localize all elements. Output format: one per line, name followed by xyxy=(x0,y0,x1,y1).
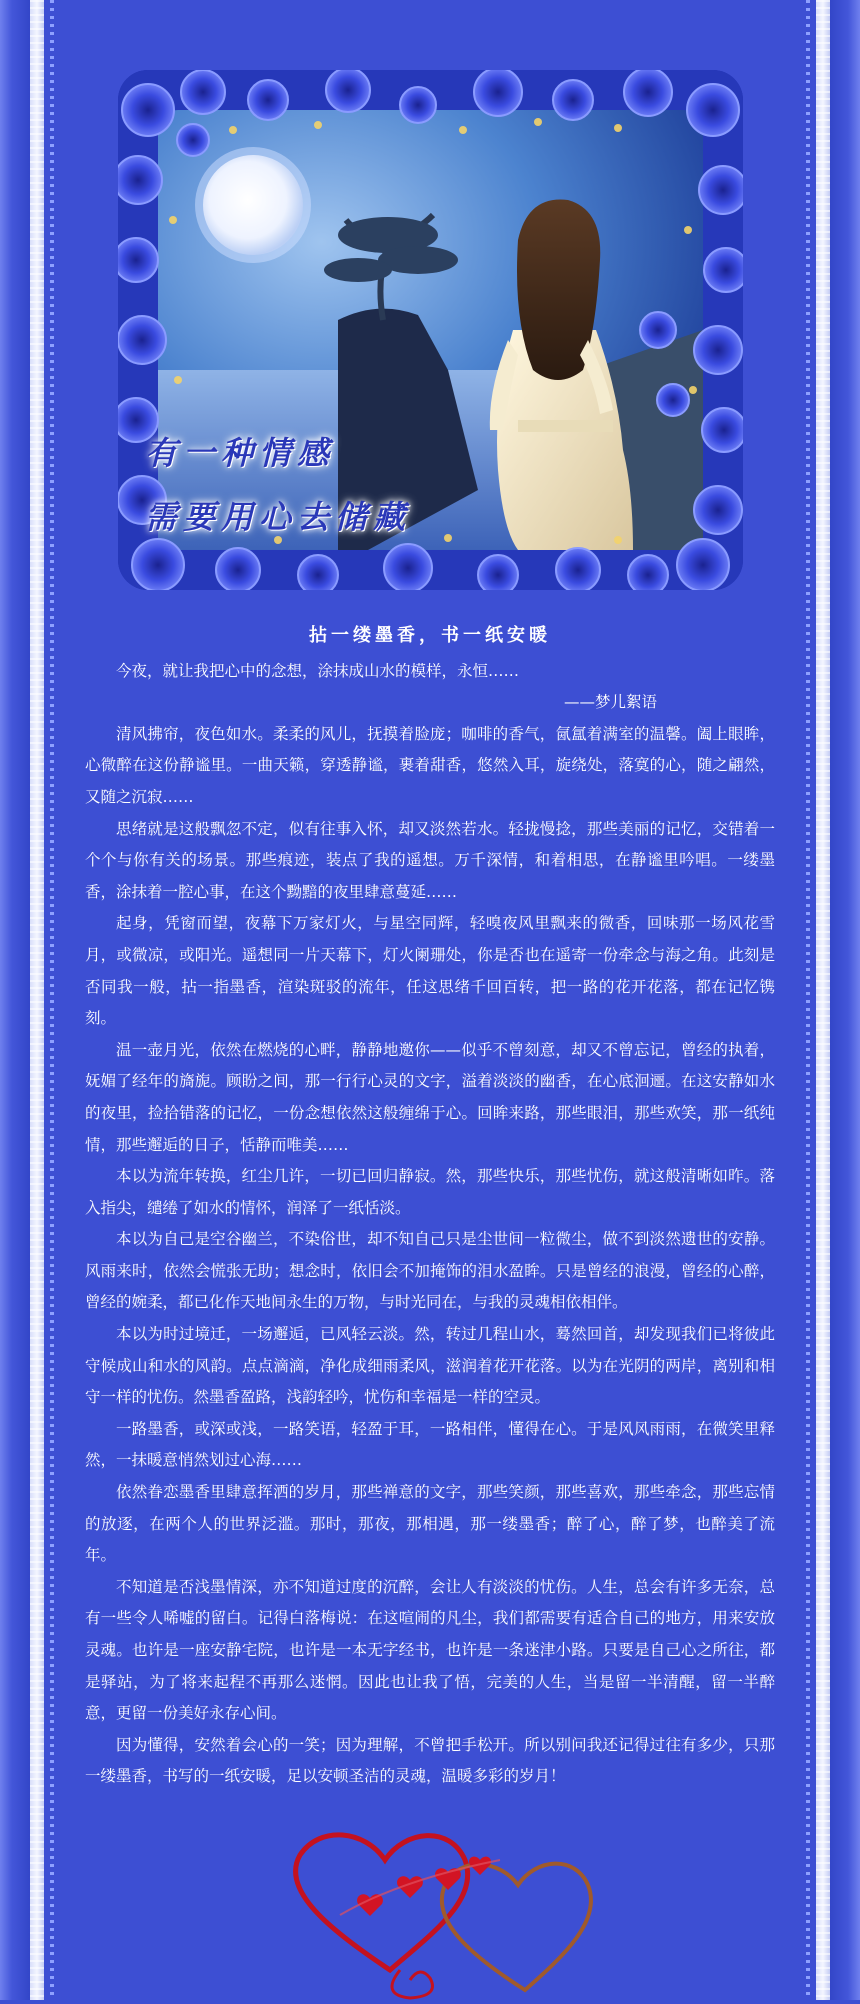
article-paragraph: 温一壶月光，依然在燃烧的心畔，静静地邀你——似乎不曾刻意，却又不曾忘记，曾经的执着，妩媚了经年的旖旎。顾盼之间，那一行行心灵的文字，溢着淡淡的幽香，在心底洄逦。在这安静如水的夜里，捡拾错落的记忆，一份念想依然这般缠绵于心。回眸来路，那些眼泪，那些欢笑，那一纸纯情，那些邂逅的日子，恬静而唯美…… xyxy=(85,1040,775,1154)
banner-caption-line1: 有一种情感 xyxy=(145,434,336,472)
banner-caption-line2: 需要用心去储藏 xyxy=(145,498,412,536)
right-dotted-line xyxy=(806,0,810,2000)
right-decorative-border xyxy=(816,0,830,2000)
article-body xyxy=(85,620,775,1793)
article-paragraph: 本以为自己是空谷幽兰，不染俗世，却不知自己只是尘世间一粒微尘，做不到淡然遗世的安静。风雨来时，依然会慌张无助；想念时，依旧会不加掩饰的泪水盈眸。只是曾经的浪漫，曾经的心醉，曾经的婉柔，都已化作天地间永生的万物，与时光同在，与我的灵魂相依相伴。 xyxy=(85,1230,775,1312)
left-edge-gradient xyxy=(0,0,30,2000)
article-intro: 今夜，就让我把心中的念想，涂抹成山水的模样，永恒…… xyxy=(116,661,520,680)
article-paragraph: 思绪就是这般飘忽不定，似有往事入怀，却又淡然若水。轻拢慢捻，那些美丽的记忆，交错着一个个与你有关的场景。那些痕迹，装点了我的遥想。万千深情，和着相思，在静谧里吟唱。一缕墨香，涂抹着一腔心事，在这个黝黯的夜里肆意蔓延…… xyxy=(85,819,775,901)
article-paragraph: 本以为时过境迁，一场邂逅，已风轻云淡。然，转过几程山水，蓦然回首，却发现我们已将彼此守候成山和水的风韵。点点滴滴，净化成细雨柔风，滋润着花开花落。以为在光阴的两岸，离别和相守一样的忧伤。然墨香盈路，浅韵轻吟，忧伤和幸福是一样的空灵。 xyxy=(85,1325,775,1407)
left-dotted-line xyxy=(50,0,54,2000)
heart-icon xyxy=(270,1820,650,2000)
article-paragraph: 不知道是否浅墨情深，亦不知道过度的沉醉，会让人有淡淡的忧伤。人生，总会有许多无奈，总有一些令人唏嘘的留白。记得白落梅说：在这喧闹的凡尘，我们都需要有适合自己的地方，用来安放灵魂。也许是一座安静宅院，也许是一本无字经书，也许是一条迷津小路。只要是自己心之所往，都是驿站，为了将来起程不再那么迷惘。因此也让我了悟，完美的人生，当是留一半清醒，留一半醉意，更留一份美好永存心间。 xyxy=(85,1577,775,1723)
moon-icon xyxy=(203,155,303,255)
right-edge-gradient xyxy=(830,0,860,2000)
article-paragraph: 本以为流年转换，红尘几许，一切已回归静寂。然，那些快乐，那些忧伤，就这般清晰如昨。落入指尖，缱绻了如水的情怀，润泽了一纸恬淡。 xyxy=(85,1167,775,1217)
article-paragraph: 因为懂得，安然着会心的一笑；因为理解，不曾把手松开。所以别问我还记得过往有多少，只那一缕墨香，书写的一纸安暖，足以安顿圣洁的灵魂，温暖多彩的岁月！ xyxy=(85,1735,775,1786)
article-paragraph: 一路墨香，或深或浅，一路笑语，轻盈于耳，一路相伴，懂得在心。于是风风雨雨，在微笑里释然，一抹暖意悄然划过心海…… xyxy=(85,1419,775,1470)
hearts-decoration xyxy=(270,1820,650,2000)
article-paragraph: 依然眷恋墨香里肆意挥洒的岁月，那些禅意的文字，那些笑颜，那些喜欢，那些牵念，那些忘情的放逐，在两个人的世界泛滥。那时，那夜，那相遇，那一缕墨香；醉了心，醉了梦，也醉美了流年。 xyxy=(85,1483,775,1565)
article-signature: ——梦儿絮语 xyxy=(563,693,657,712)
article-title: 拈一缕墨香，书一纸安暖 xyxy=(309,625,551,646)
left-decorative-border xyxy=(30,0,44,2000)
article-paragraph: 清风拂帘，夜色如水。柔柔的风儿，抚摸着脸庞；咖啡的香气，氤氲着满室的温馨。阖上眼眸，心微醉在这份静谧里。一曲天籁，穿透静谧，裹着甜香，悠然入耳，旋绕处，落寞的心，随之翩然，又随之沉寂…… xyxy=(85,724,775,806)
article-paragraph: 起身，凭窗而望，夜幕下万家灯火，与星空同辉，轻嗅夜风里飘来的微香，回味那一场风花雪月，或微凉，或阳光。遥想同一片天幕下，灯火阑珊处，你是否也在遥寄一份牵念与海之角。此刻是否同我一般，拈一指墨香，渲染斑驳的流年，任这思绪千回百转，把一路的花开花落，都在记忆镌刻。 xyxy=(85,914,775,1028)
